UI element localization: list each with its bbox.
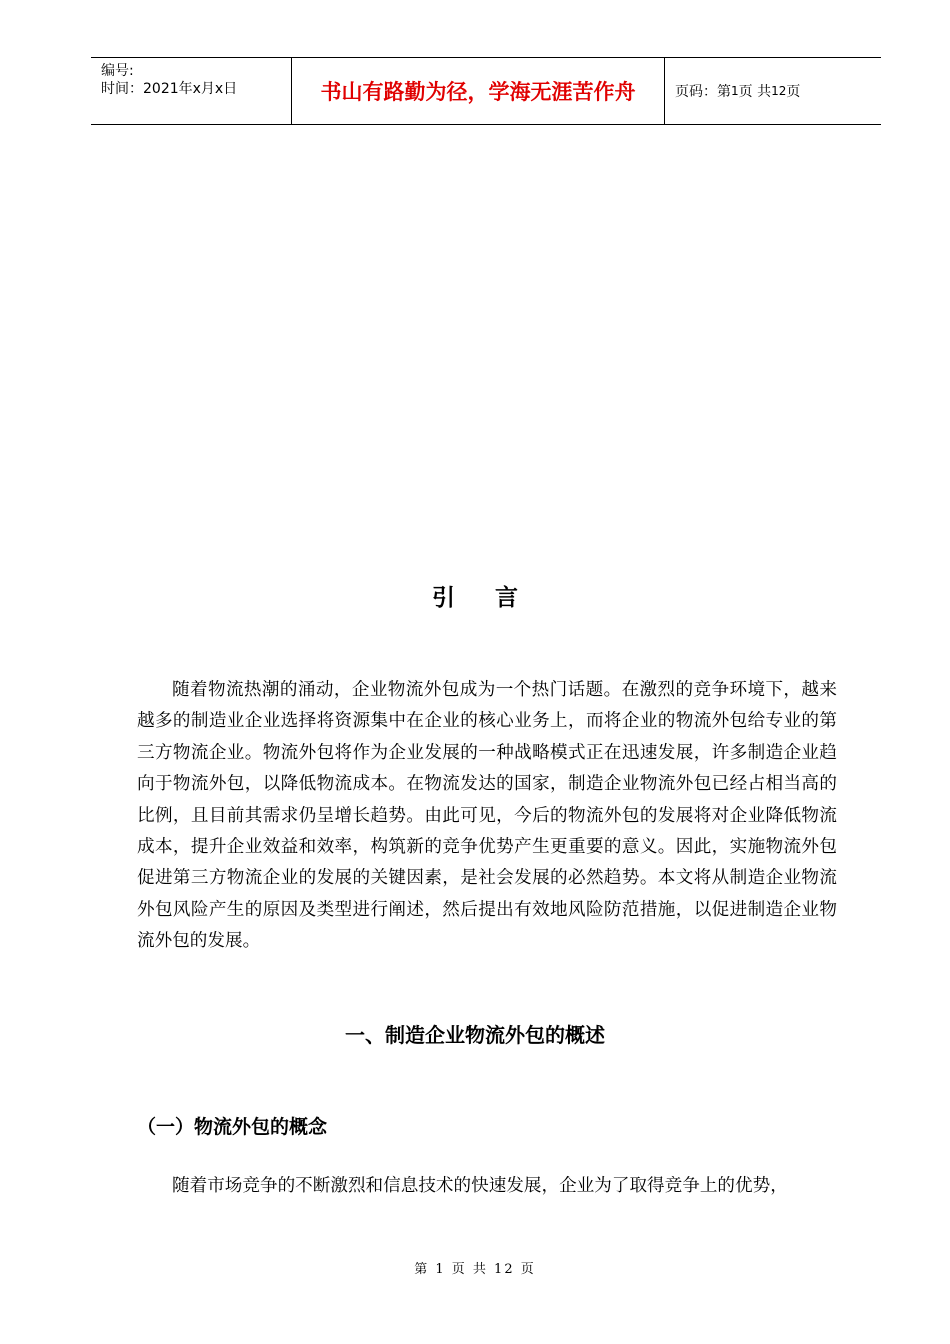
header-meta [91, 58, 292, 124]
page-suffix: 页 [786, 84, 801, 100]
page-prefix: 页码：第 [675, 84, 731, 100]
page-current: 1 [731, 84, 739, 98]
section-paragraph: 随着市场竞争的不断激烈和信息技术的快速发展，企业为了取得竞争上的优势， [172, 1176, 788, 1196]
serial-label: 编号: [101, 63, 134, 79]
intro-title: 引言 [432, 585, 558, 611]
page-mid: 页 共 [738, 84, 772, 100]
section-title: 一、制造企业物流外包的概述 [345, 1023, 605, 1047]
intro-paragraph: 随着物流热潮的涌动，企业物流外包成为一个热门话题。在激烈的竞争环境下，越来越多的制造业企业选择将资源集中在企业的核心业务上，而将企业的物流外包给专业的第三方物流企业。物流外包将作为企业发展的一种战略模式正在迅速发展，许多制造企业趋向于物流外包，以降低物流成本。在物流发达的国家，制造企业物流外包已经占相当高的比例，且目前其需求仍呈增长趋势。由此可见，今后的物流外包的发展将对企业降低物流成本，提升企业效益和效率，构筑新的竞争优势产生更重要的意义。因此，实施物流外包促进第三方物流企业的发展的关键因素，是社会发展的必然趋势。本文将从制造企业物流外包风险产生的原因及类型进行阐述，然后提出有效地风险防范措施，以促进制造企业物流外包的发展。 [137, 680, 837, 952]
page-total: 12 [771, 84, 787, 98]
header-motto: 书山有路勤为径，学海无涯苦作舟 [292, 58, 665, 124]
document-header [91, 57, 881, 125]
page-footer: 第 1 页 共 12 页 [414, 1262, 536, 1277]
header-page-number [665, 58, 881, 124]
subsection-title: （一）物流外包的概念 [137, 1116, 328, 1138]
time-label: 时间：2021年x月x日 [101, 81, 238, 97]
